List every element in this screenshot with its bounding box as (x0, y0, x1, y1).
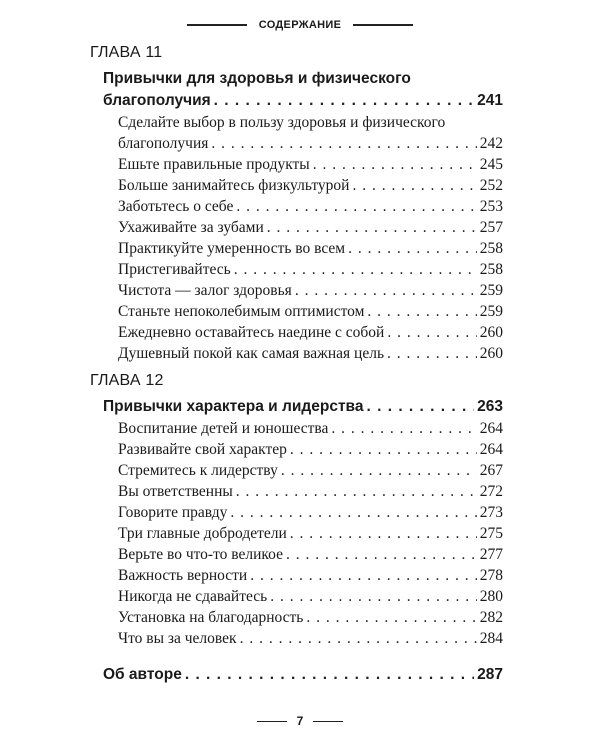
dot-leader (281, 460, 477, 482)
toc-entry-text: Говорите правду (118, 504, 228, 521)
dot-leader (234, 259, 477, 281)
page-number: 252 (479, 177, 503, 194)
toc-row[interactable] (118, 343, 503, 365)
footer-rule-left (257, 721, 287, 722)
dot-leader (352, 175, 476, 197)
toc-row[interactable] (118, 280, 503, 302)
page-footer (0, 710, 600, 732)
page-number: 284 (479, 630, 503, 647)
toc-row[interactable] (118, 133, 503, 155)
page-number: 280 (479, 588, 503, 605)
page-number: 259 (479, 303, 503, 320)
dot-leader (313, 154, 477, 176)
page-number: 287 (477, 666, 503, 683)
dot-leader (387, 322, 476, 344)
dot-leader (270, 586, 477, 608)
about-author-title: Об авторе (103, 666, 182, 683)
dot-leader (250, 565, 477, 587)
page-number: 278 (479, 567, 503, 584)
dot-leader (236, 196, 476, 218)
page-number: 258 (479, 261, 503, 278)
page-number: 245 (479, 156, 503, 173)
page-number: 267 (479, 462, 503, 479)
toc-row[interactable] (118, 439, 503, 461)
toc-row[interactable] (118, 607, 503, 629)
header-rule-left (187, 24, 247, 26)
toc-entry-text: Ежедневно оставайтесь наедине с собой (118, 324, 385, 341)
toc-entry-line1: Сделайте выбор в пользу здоровья и физического (118, 114, 446, 131)
toc-entry-text: Заботьтесь о себе (118, 198, 234, 215)
dot-leader (295, 280, 477, 302)
toc-entry-text: Пристегивайтесь (118, 261, 231, 278)
chapter-12-label: ГЛАВА 12 (90, 372, 164, 389)
page-number-footer: 7 (296, 714, 304, 728)
page-number: 264 (479, 420, 503, 437)
dot-leader (290, 439, 477, 461)
toc-entry-text: Никогда не сдавайтесь (118, 588, 268, 605)
chapter-11-title-line1: Привычки для здоровья и физического (103, 70, 411, 87)
toc-row[interactable] (118, 628, 503, 650)
page-number: 241 (477, 92, 503, 109)
toc-row[interactable] (118, 586, 503, 608)
toc-row-about-author[interactable] (103, 664, 503, 686)
toc-row[interactable] (118, 481, 503, 503)
dot-leader (236, 481, 477, 503)
page-number: 263 (477, 398, 503, 415)
toc-entry-text: Стремитесь к лидерству (118, 462, 278, 479)
toc-entry-text: Больше занимайтесь физкультурой (118, 177, 350, 194)
chapter-11-title-line2: благополучия (103, 92, 211, 109)
dot-leader (290, 523, 477, 545)
dot-leader (331, 418, 476, 440)
toc-entry-text: Душевный покой как самая важная цель (118, 345, 385, 362)
toc-row[interactable] (118, 523, 503, 545)
dot-leader (348, 238, 477, 260)
toc-entry-text: Что вы за человек (118, 630, 237, 647)
toc-row[interactable] (118, 301, 503, 323)
toc-row[interactable] (118, 259, 503, 281)
toc-entry-text: Станьте непоколебимым оптимистом (118, 303, 365, 320)
dot-leader (286, 544, 477, 566)
toc-row-chapter-11-title[interactable] (103, 90, 503, 112)
toc-row[interactable] (118, 418, 503, 440)
toc-entry-text: Воспитание детей и юношества (118, 420, 329, 437)
page-number: 260 (479, 345, 503, 362)
header-title: СОДЕРЖАНИЕ (258, 19, 342, 31)
toc-entry-text: Верьте во что-то великое (118, 546, 283, 563)
footer-rule-right (313, 721, 343, 722)
dot-leader (306, 607, 476, 629)
toc-entry-text: благополучия (118, 135, 209, 152)
toc-row[interactable] (118, 322, 503, 344)
toc-entry-text: Практикуйте умеренность во всем (118, 240, 346, 257)
dot-leader (185, 664, 474, 686)
toc-row[interactable] (118, 175, 503, 197)
page-number: 273 (479, 504, 503, 521)
toc-row[interactable] (118, 217, 503, 239)
toc-row[interactable] (118, 154, 503, 176)
page-number: 242 (479, 135, 503, 152)
header-rule-right (353, 24, 413, 26)
toc-row[interactable] (118, 502, 503, 524)
page-number: 260 (479, 324, 503, 341)
toc-row[interactable] (118, 238, 503, 260)
toc-row[interactable] (118, 544, 503, 566)
dot-leader (267, 217, 477, 239)
toc-row[interactable] (118, 565, 503, 587)
dot-leader (366, 396, 474, 418)
toc-entry-text: Чистота — залог здоровья (118, 282, 292, 299)
chapter-12-title: Привычки характера и лидерства (103, 398, 364, 415)
toc-entry-text: Три главные добродетели (118, 525, 287, 542)
toc-row[interactable] (118, 460, 503, 482)
page-header (0, 14, 600, 36)
toc-entry-text: Вы ответственны (118, 483, 233, 500)
page-number: 282 (479, 609, 503, 626)
page-number: 275 (479, 525, 503, 542)
page-number: 277 (479, 546, 503, 563)
dot-leader (387, 343, 477, 365)
toc-row[interactable] (118, 196, 503, 218)
page-number: 253 (479, 198, 503, 215)
page-number: 258 (479, 240, 503, 257)
toc-entry-text: Ухаживайте за зубами (118, 219, 264, 236)
page-number: 259 (479, 282, 503, 299)
dot-leader (230, 502, 476, 524)
dot-leader (367, 301, 476, 323)
page-number: 272 (479, 483, 503, 500)
dot-leader (211, 133, 476, 155)
toc-entry-text: Развивайте свой характер (118, 441, 287, 458)
dot-leader (214, 90, 474, 112)
chapter-11-label: ГЛАВА 11 (90, 44, 163, 61)
toc-entry-text: Важность верности (118, 567, 248, 584)
page-number: 257 (479, 219, 503, 236)
page-number: 264 (479, 441, 503, 458)
toc-entry-text: Ешьте правильные продукты (118, 156, 310, 173)
toc-entry-text: Установка на благодарность (118, 609, 304, 626)
dot-leader (240, 628, 477, 650)
toc-row-chapter-12-title[interactable] (103, 396, 503, 418)
